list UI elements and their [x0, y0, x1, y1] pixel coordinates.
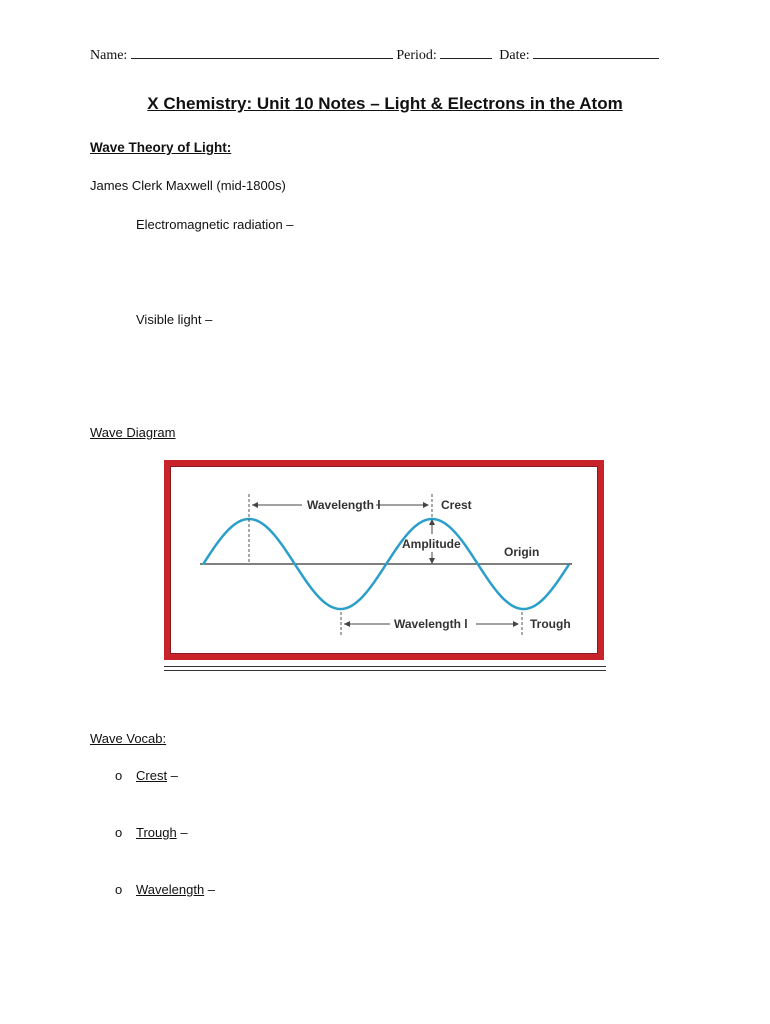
vocab-dash-crest: –	[167, 768, 178, 783]
page-title: X Chemistry: Unit 10 Notes – Light & Electrons in the Atom	[147, 94, 623, 113]
vocab-term-wavelength: Wavelength	[136, 882, 205, 897]
period-blank[interactable]	[440, 46, 492, 59]
vocab-term-trough: Trough	[136, 825, 177, 840]
crest-label: Crest	[441, 498, 472, 512]
wave-diagram-heading: Wave Diagram	[90, 425, 176, 440]
vocab-bullet-wavelength: o	[115, 882, 123, 897]
wave-diagram-frame	[164, 460, 604, 660]
date-label: Date:	[499, 48, 530, 63]
wavelength-top-arrowhead-left	[252, 502, 258, 508]
amplitude-arrowhead-down	[429, 558, 435, 564]
wavelength-bottom-arrowhead-left	[344, 621, 350, 627]
vocab-item-trough	[136, 825, 188, 840]
vocab-item-wavelength	[136, 882, 215, 897]
maxwell-line: James Clerk Maxwell (mid-1800s)	[90, 178, 286, 193]
diagram-underline	[164, 666, 606, 671]
trough-label: Trough	[530, 617, 571, 631]
vocab-item-crest	[136, 768, 178, 783]
vocab-term-crest: Crest	[136, 768, 168, 783]
wave-theory-heading: Wave Theory of Light:	[90, 140, 232, 155]
wavelength-bottom-arrowhead-right	[513, 621, 519, 627]
wavelength-bottom-label: Wavelength l	[394, 617, 468, 631]
vocab-bullet-trough: o	[115, 825, 123, 840]
emr-item: Electromagnetic radiation –	[136, 217, 294, 232]
wavelength-top-label: Wavelength l	[307, 498, 381, 512]
date-blank[interactable]	[533, 46, 659, 59]
name-blank[interactable]	[131, 46, 393, 59]
vocab-bullet-crest: o	[115, 768, 123, 783]
student-info-line	[90, 46, 659, 64]
period-label: Period:	[396, 48, 437, 63]
visible-light-item: Visible light –	[136, 312, 213, 327]
vocab-dash-wavelength: –	[204, 882, 216, 897]
amplitude-label: Amplitude	[402, 537, 461, 551]
wavelength-top-arrowhead-right	[423, 502, 429, 508]
wave-diagram	[170, 466, 598, 654]
wave-vocab-heading: Wave Vocab:	[90, 731, 167, 746]
origin-label: Origin	[504, 545, 540, 559]
name-label: Name:	[90, 48, 128, 63]
vocab-dash-trough: –	[176, 825, 188, 840]
